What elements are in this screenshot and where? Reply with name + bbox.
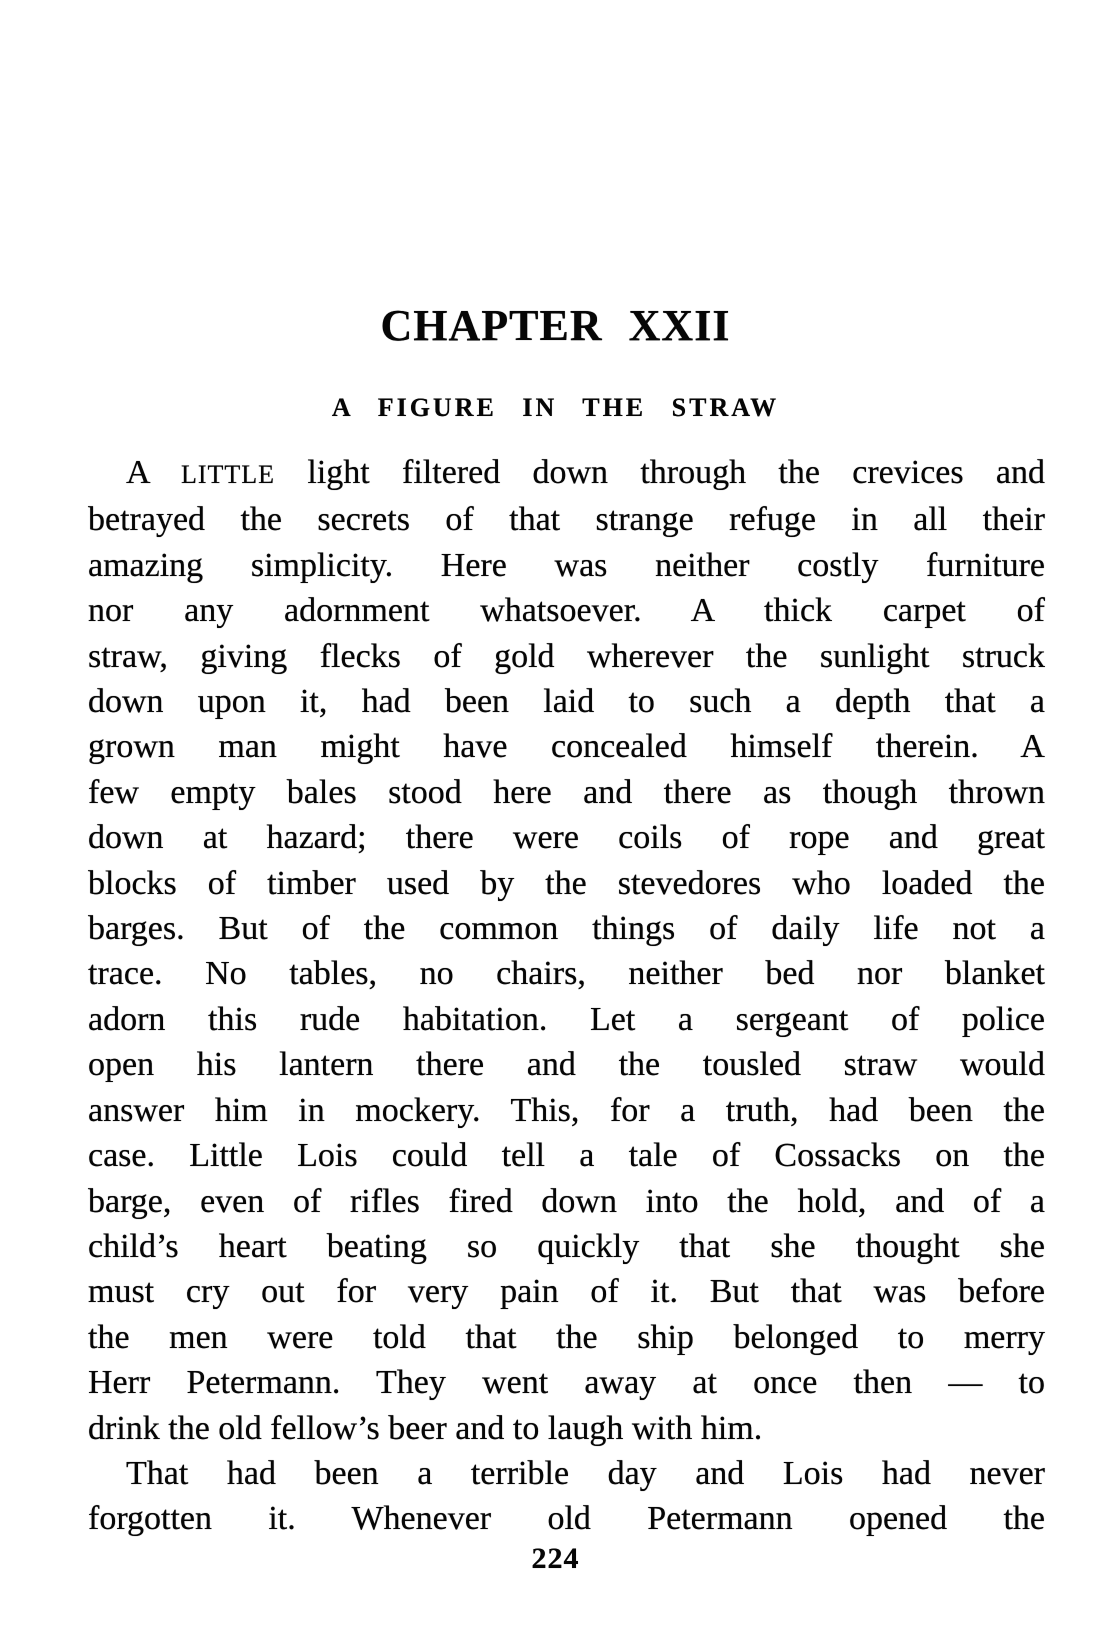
text-line: down upon it, had been laid to such a depth that a [88,683,1045,721]
paragraph-lead-smallcaps: LITTLE [181,460,276,489]
text-line: nor any adornment whatsoever. A thick carpet of [88,592,1045,630]
text-line: few empty bales stood here and there as though thrown [88,773,1045,811]
text-line: forgotten it. Whenever old Petermann opened the [88,1500,1045,1538]
text-line: answer him in mockery. This, for a truth, had been the [88,1091,1045,1129]
text-line: down at hazard; there were coils of rope and great [88,819,1045,857]
text-line: betrayed the secrets of that strange refuge in all their [88,501,1045,539]
text-line: barges. But of the common things of daily life not a [88,910,1045,948]
text-line: grown man might have concealed himself therein. A [88,728,1045,766]
text-line: straw, giving flecks of gold wherever the sunlight struck [88,637,1045,675]
text-line: case. Little Lois could tell a tale of Cossacks on the [88,1137,1045,1175]
text-line: amazing simplicity. Here was neither costly furniture [88,546,1045,584]
text-line: adorn this rude habitation. Let a sergeant of police [88,1000,1045,1038]
page-number: 224 [531,1542,580,1575]
text-line-rest: light filtered down through the crevices and [307,454,1046,491]
text-line [88,450,1045,497]
text-line: the men were told that the ship belonged to merry [88,1318,1045,1356]
chapter-heading: CHAPTER XXII [380,301,731,350]
body-text [88,450,1045,1542]
text-line: blocks of timber used by the stevedores who loaded the [88,864,1045,902]
text-line: open his lantern there and the tousled straw would [88,1046,1045,1084]
text-line: Herr Petermann. They went away at once then — to [88,1364,1045,1402]
text-line: drink the old fellow’s beer and to laugh with him. [88,1409,763,1447]
text-line: child’s heart beating so quickly that she thought she [88,1227,1045,1265]
text-line: That had been a terrible day and Lois had never [126,1454,1045,1492]
paragraph-lead-word: A [126,454,149,491]
text-line: must cry out for very pain of it. But that was before [88,1273,1045,1311]
text-line: trace. No tables, no chairs, neither bed nor blanket [88,955,1045,993]
chapter-subtitle: A FIGURE IN THE STRAW [331,393,780,422]
text-line: barge, even of rifles fired down into the hold, and of a [88,1182,1045,1220]
